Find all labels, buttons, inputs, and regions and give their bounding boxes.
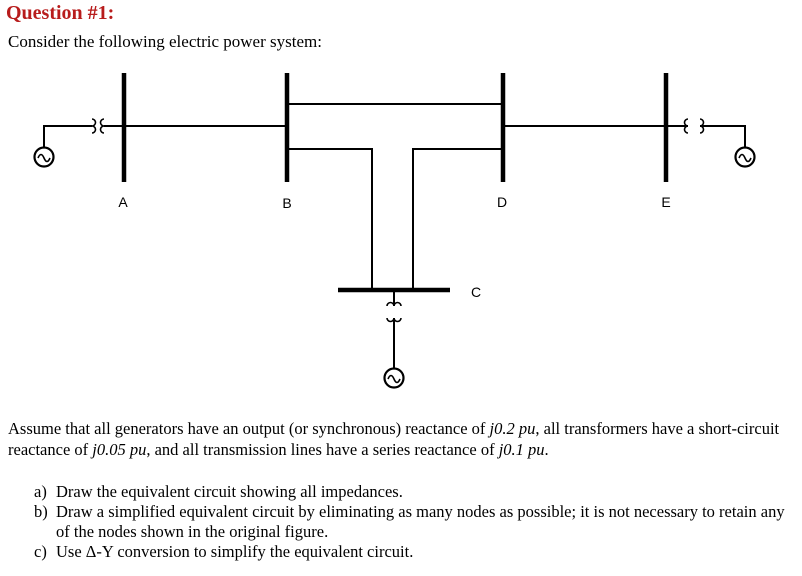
- task-item: [8, 482, 794, 502]
- statement-part-2: , all transformers have a short-circuit reactance of: [8, 419, 780, 459]
- task-item: [8, 542, 794, 562]
- task-text: Draw the equivalent circuit showing all impedances.: [56, 482, 403, 501]
- question-title: Question #1:: [6, 2, 115, 24]
- bus-label-d: D: [496, 194, 508, 210]
- statement-part-3: , and all transmission lines have a series reactance of: [146, 440, 499, 459]
- task-marker: c): [34, 542, 47, 561]
- line-reactance: j0.1 pu: [498, 440, 545, 459]
- transformer-reactance: j0.05 pu: [92, 440, 147, 459]
- bus-label-a: A: [118, 194, 128, 210]
- intro-text: Consider the following electric power system:: [8, 32, 322, 51]
- generator-c-branch: [385, 290, 404, 388]
- task-text: Use Δ-Y conversion to simplify the equivalent circuit.: [56, 542, 414, 561]
- task-text: Draw a simplified equivalent circuit by eliminating as many nodes as possible; it is not necessary to retain any of the nodes shown in the original figure.: [56, 502, 785, 541]
- generator-reactance: j0.2 pu: [489, 419, 536, 438]
- bus-label-c: C: [470, 284, 482, 300]
- line-b-c: [287, 149, 372, 290]
- problem-statement: [8, 418, 794, 460]
- task-marker: a): [34, 482, 47, 501]
- statement-part-1: Assume that all generators have an output (or synchronous) reactance of: [8, 419, 490, 438]
- task-item: [8, 502, 794, 542]
- task-list: [8, 482, 794, 562]
- transformer-a-icon: [101, 119, 105, 133]
- bus-label-e: E: [661, 194, 671, 210]
- bus-label-b: B: [282, 195, 292, 211]
- generator-a-branch: [35, 119, 125, 167]
- task-marker: b): [34, 502, 48, 521]
- generator-e-branch: [666, 119, 755, 167]
- statement-part-4: .: [544, 440, 549, 459]
- line-d-c: [413, 149, 503, 290]
